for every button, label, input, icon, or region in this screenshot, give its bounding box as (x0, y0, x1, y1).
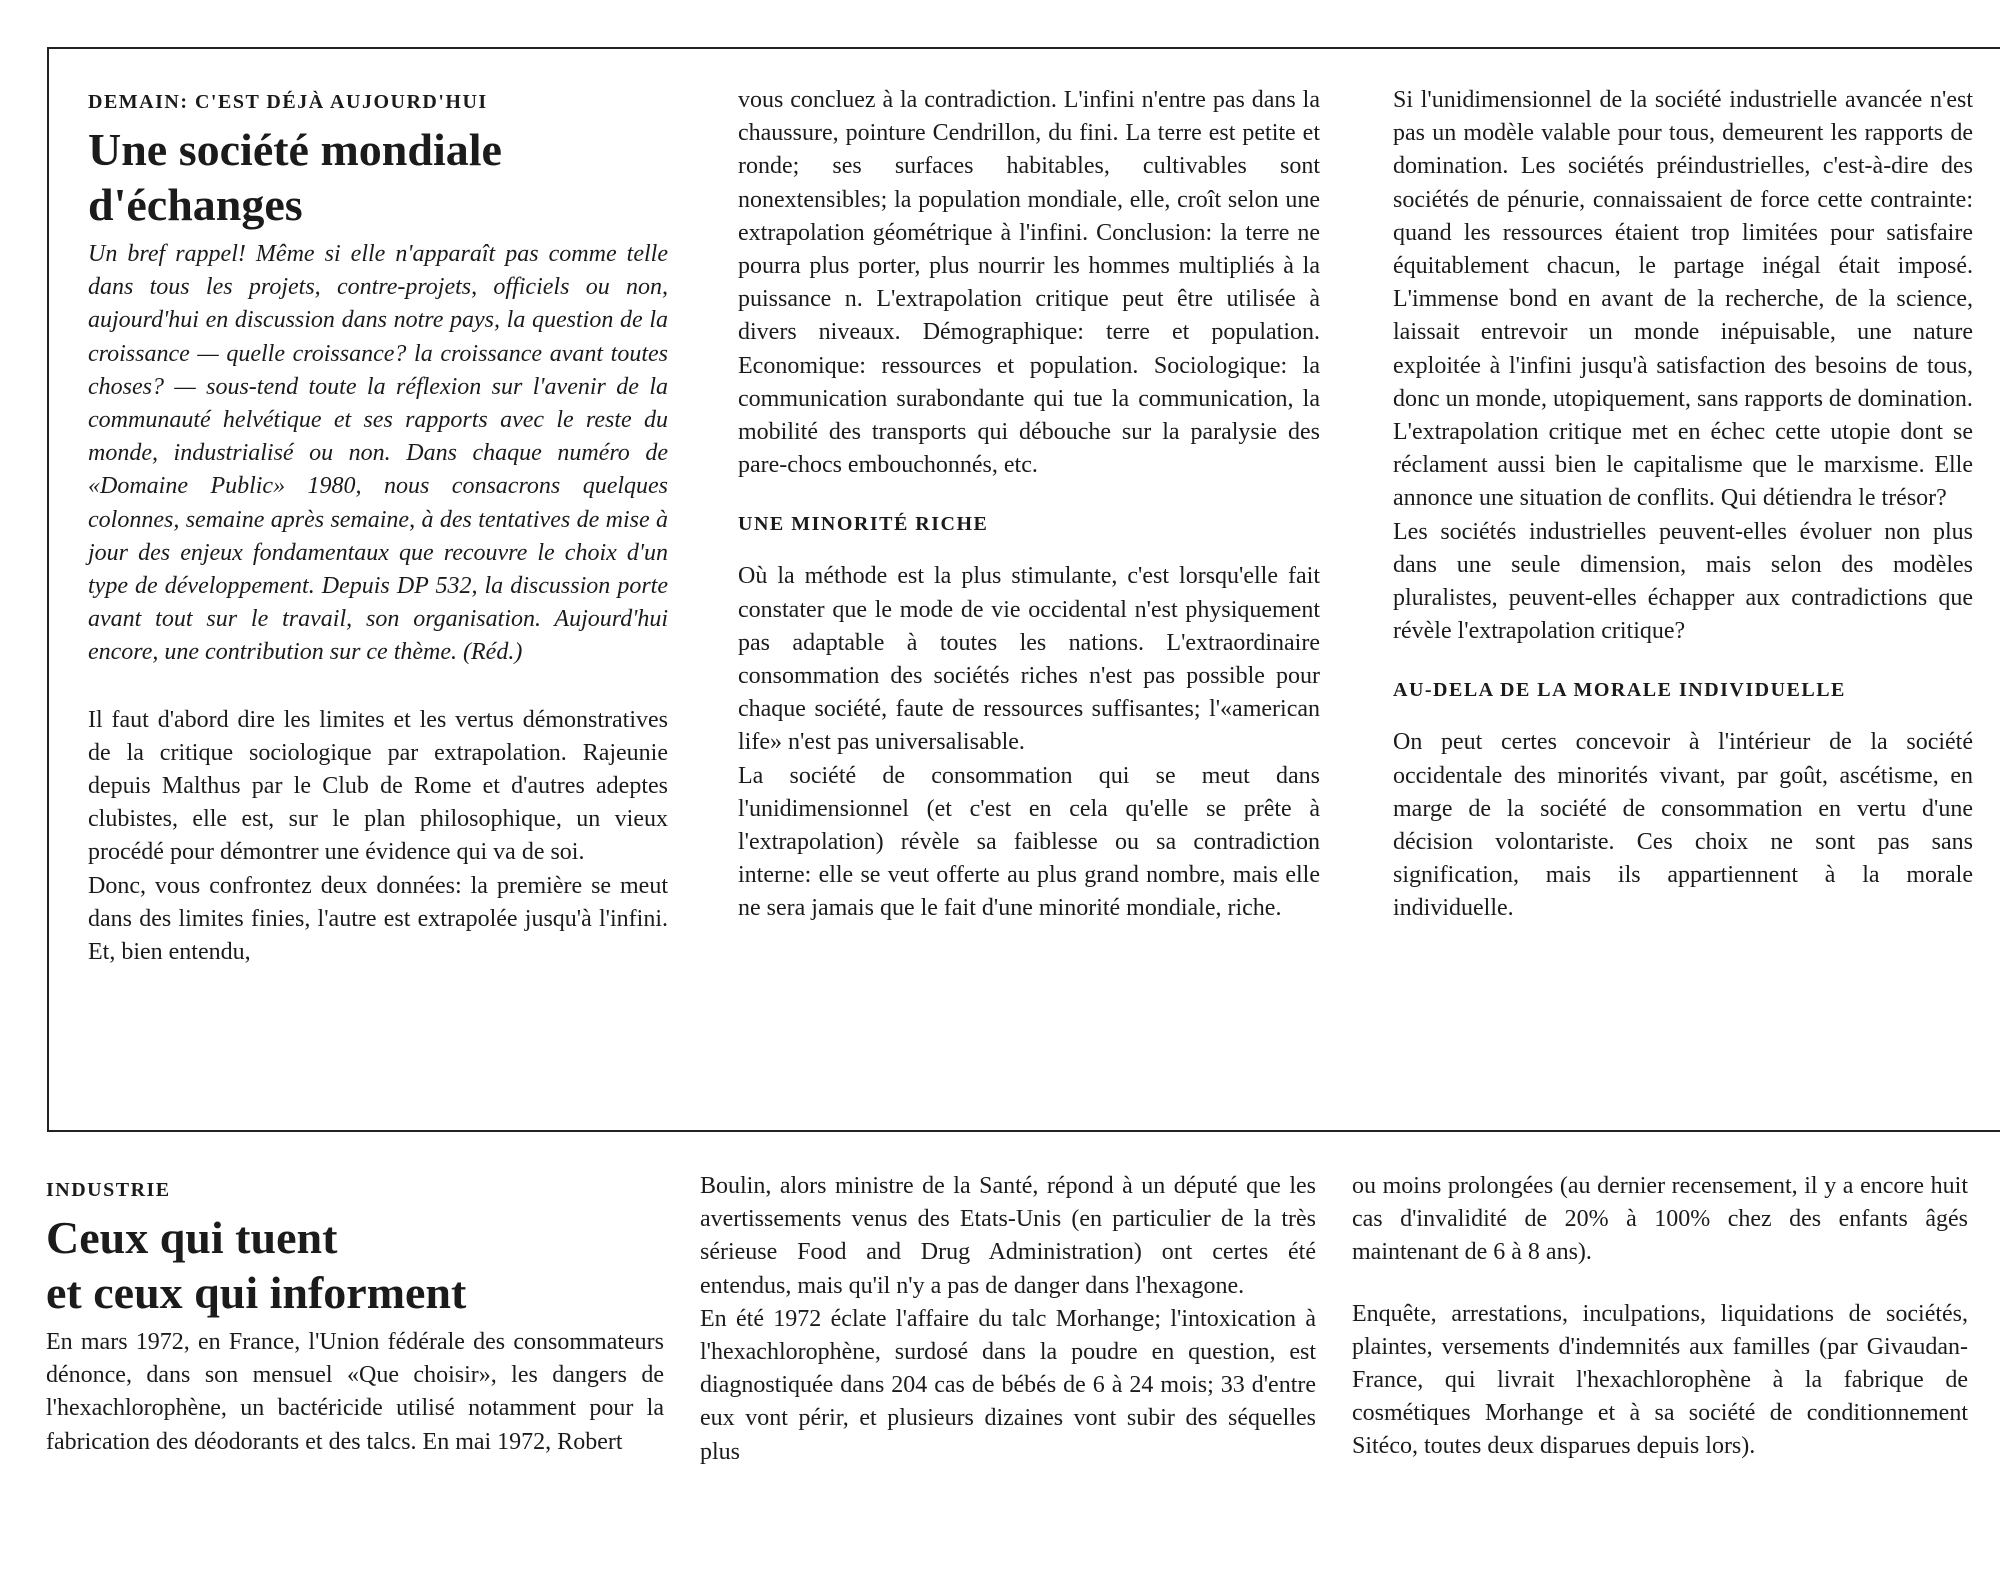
article2-col2-paragraph-2: En été 1972 éclate l'affaire du talc Morhange; l'intoxication à l'hexachlorophène, surdosé dans la poudre en question, est diagnostiquée dans 204 cas de bébés de 6 à 24 mois; 33 d'entre eux vont périr, et plusieurs dizaines vont subir des séquelles plus (700, 1305, 1316, 1465)
article2-col3-paragraph-1: ou moins prolongées (au dernier recensement, il y a encore huit cas d'invalidité de 20% à 100% chez des enfants âgés maintenant de 6 à 8 ans). (1352, 1173, 1968, 1266)
article1-col1-paragraph-2: Donc, vous confrontez deux données: la première se meut dans des limites finies, l'autre est extrapolée jusqu'à l'infini. Et, bien entendu, (88, 872, 668, 966)
article1-col3-paragraph-2: L'extrapolation critique met en échec cette utopie dont se réclament aussi bien le capitalisme que le marxisme. Elle annonce une situation de conflits. Qui détiendra le trésor? (1393, 419, 1973, 512)
article2-title-line1: Ceux qui tuent (46, 1212, 338, 1263)
article1-subhead-morale-individuelle: AU-DELA DE LA MORALE INDIVIDUELLE (1393, 679, 1846, 702)
article2-col2-paragraph-1: Boulin, alors ministre de la Santé, répond à un député que les avertissements venus des Etats-Unis (en particulier de la très sérieuse Food and Drug Administration) ont certes été entendus, mais qu'il n'y a pas de danger dans l'hexagone. (700, 1173, 1316, 1299)
article2-kicker: INDUSTRIE (46, 1179, 171, 1201)
article1-col2-paragraph-3: La société de consommation qui se meut dans l'unidimensionnel (et c'est en cela qu'elle se prête à l'extrapolation) révèle sa faiblesse ou sa contradiction interne: elle se veut offerte au plus grand nombre, mais elle ne sera jamais que le fait d'une minorité mondiale, riche. (738, 762, 1320, 922)
article1-col3-paragraph-1: Si l'unidimensionnel de la société industrielle avancée n'est pas un modèle valable pour tous, demeurent les rapports de domination. Les sociétés préindustrielles, c'est-à-dire des sociétés de pénurie, connaissaient de force cette contrainte: quand les ressources étaient trop limitées pour satisfaire équitablement chacun, le partage inégal était imposé. L'immense bond en avant de la recherche, de la science, laissait entrevoir un monde inépuisable, une nature exploitée à l'infini jusqu'à satisfaction des besoins de tous, donc un monde, utopiquement, sans rapports de domination. (1393, 87, 1973, 412)
article2-col1-paragraph-1: En mars 1972, en France, l'Union fédérale des consommateurs dénonce, dans son mensuel «Que choisir», les dangers de l'hexachlorophène, un bactéricide utilisé notamment pour la fabrication des déodorants et des talcs. En mai 1972, Robert (46, 1329, 664, 1455)
article1-kicker: DEMAIN: C'EST DÉJÀ AUJOURD'HUI (88, 91, 488, 113)
article1-column-1 (88, 88, 668, 969)
article1-title-line1: Une société mondiale (88, 124, 502, 175)
article1-col1-paragraph-1: Il faut d'abord dire les limites et les vertus démonstratives de la critique sociologique par extrapolation. Rajeunie depuis Malthus par le Club de Rome et d'autres adeptes clubistes, elle est, sur le plan philosophique, un vieux procédé pour démontrer une évidence qui va de soi. (88, 706, 668, 866)
article1-chapo: Un bref rappel! Même si elle n'apparaît pas comme telle dans tous les projets, contre-projets, officiels ou non, aujourd'hui en discussion dans notre pays, la question de la croissance — quelle croissance? la croissance avant toutes choses? — sous-tend toute la réflexion sur l'avenir de la communauté helvétique et ses rapports avec le reste du monde, industrialisé ou non. Dans chaque numéro de «Domaine Public» 1980, nous consacrons quelques colonnes, semaine après semaine, à des tentatives de mise à jour des enjeux fondamentaux que recouvre le choix d'un type de développement. Depuis DP 532, la discussion porte avant tout sur le travail, son organisation. Aujourd'hui encore, une contribution sur ce thème. (Réd.) (88, 241, 668, 666)
article2-column-2 (700, 1170, 1316, 1469)
article1-col3-paragraph-4: On peut certes concevoir à l'intérieur de la société occidentale des minorités vivant, par goût, ascétisme, en marge de la société de consommation en vertu d'une décision volontariste. Ces choix ne sont pas sans signification, mais ils appartiennent à la morale individuelle. (1393, 729, 1973, 922)
article2-column-1 (46, 1176, 664, 1459)
article1-col3-paragraph-3: Les sociétés industrielles peuvent-elles évoluer non plus dans une seule dimension, mais selon des modèles pluralistes, peuvent-elles échapper aux contradictions que révèle l'extrapolation critique? (1393, 518, 1973, 645)
article1-title-line2: d'échanges (88, 179, 303, 230)
article1-subhead-minorite-riche: UNE MINORITÉ RICHE (738, 513, 989, 536)
article1-column-3 (1393, 84, 1973, 926)
article1-column-2 (738, 84, 1320, 926)
article2-title-line2: et ceux qui informent (46, 1267, 467, 1318)
article2-column-3 (1352, 1170, 1968, 1464)
article2-col3-paragraph-2: Enquête, arrestations, inculpations, liquidations de sociétés, plaintes, versements d'indemnités aux familles (par Givaudan-France, qui livrait l'hexachlorophène à la fabrique de cosmétiques Morhange et à sa société de conditionnement Sitéco, toutes deux disparues depuis lors). (1352, 1300, 1968, 1460)
article1-col2-paragraph-2: Où la méthode est la plus stimulante, c'est lorsqu'elle fait constater que le mode de vie occidental n'est physiquement pas adaptable à toutes les nations. L'extraordinaire consommation des sociétés riches n'est pas possible pour chaque société, faute de ressources suffisantes; l'«american life» n'est pas universalisable. (738, 563, 1320, 756)
article1-col2-paragraph-1: vous concluez à la contradiction. L'infini n'entre pas dans la chaussure, pointure Cendrillon, du fini. La terre est petite et ronde; ses surfaces habitables, cultivables sont nonextensibles; la population mondiale, elle, croît selon une extrapolation géométrique à l'infini. Conclusion: la terre ne pourra plus porter, plus nourrir les hommes multipliés à la puissance n. L'extrapolation critique peut être utilisée à divers niveaux. Démographique: terre et population. Economique: ressources et population. Sociologique: la communication surabondante qui tue la communication, la mobilité des transports qui débouche sur la paralysie des pare-chocs embouchonnés, etc. (738, 87, 1320, 479)
